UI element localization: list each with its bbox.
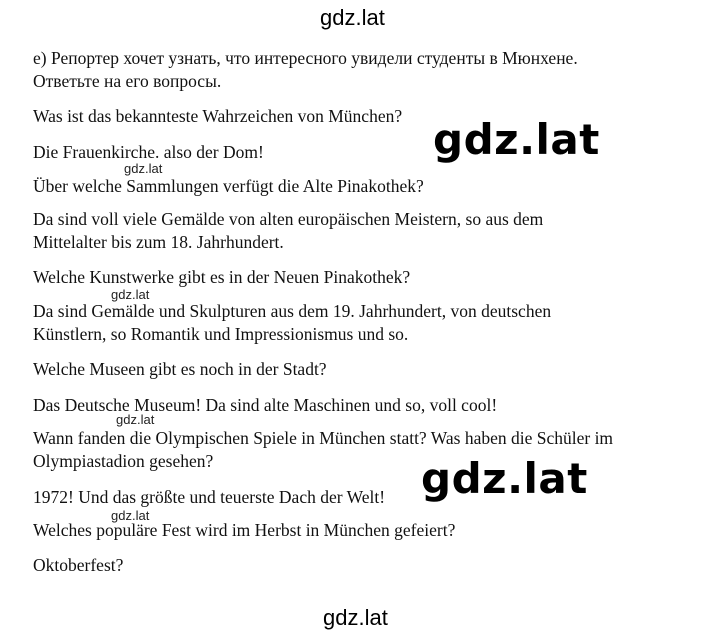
watermark-small-4: gdz.lat <box>111 508 150 523</box>
question-museums: Welche Museen gibt es noch in der Stadt? <box>33 359 327 379</box>
question-neue-pinakothek: Welche Kunstwerke gibt es in der Neuen Pinakothek? <box>33 267 411 287</box>
watermark-top: gdz.lat <box>320 5 385 30</box>
watermark-large-2: gdz.lat <box>421 454 588 503</box>
answer-museums: Das Deutsche Museum! Da sind alte Maschinen und so, voll cool! <box>33 395 498 415</box>
answer-alte-pinakothek-line-1: Da sind voll viele Gemälde von alten europäischen Meistern, so aus dem <box>33 209 544 229</box>
answer-alte-pinakothek-line-2: Mittelalter bis zum 18. Jahrhundert. <box>33 232 284 252</box>
question-festival: Welches populäre Fest wird im Herbst in München gefeiert? <box>33 520 456 540</box>
watermark-small-2: gdz.lat <box>111 287 150 302</box>
question-landmark: Was ist das bekannteste Wahrzeichen von München? <box>33 106 403 126</box>
answer-festival: Oktoberfest? <box>33 555 124 575</box>
watermark-small-1: gdz.lat <box>124 161 163 176</box>
question-alte-pinakothek: Über welche Sammlungen verfügt die Alte Pinakothek? <box>33 176 424 196</box>
watermark-small-3: gdz.lat <box>116 412 155 427</box>
question-olympics-line-1: Wann fanden die Olympischen Spiele in München statt? Was haben die Schüler im <box>33 428 614 448</box>
task-instruction-line-1: е) Репортер хочет узнать, что интересного увидели студенты в Мюнхене. <box>33 48 578 68</box>
answer-neue-pinakothek-line-2: Künstlern, so Romantik und Impressionismus und so. <box>33 324 409 344</box>
answer-landmark: Die Frauenkirche. also der Dom! <box>33 142 264 162</box>
answer-neue-pinakothek-line-1: Da sind Gemälde und Skulpturen aus dem 19. Jahrhundert, von deutschen <box>33 301 552 321</box>
answer-olympics: 1972! Und das größte und teuerste Dach der Welt! <box>33 487 386 507</box>
watermark-large-1: gdz.lat <box>433 115 600 164</box>
watermark-bottom: gdz.lat <box>323 605 388 630</box>
task-instruction-line-2: Ответьте на его вопросы. <box>33 71 222 91</box>
question-olympics-line-2: Olympiastadion gesehen? <box>33 451 214 471</box>
